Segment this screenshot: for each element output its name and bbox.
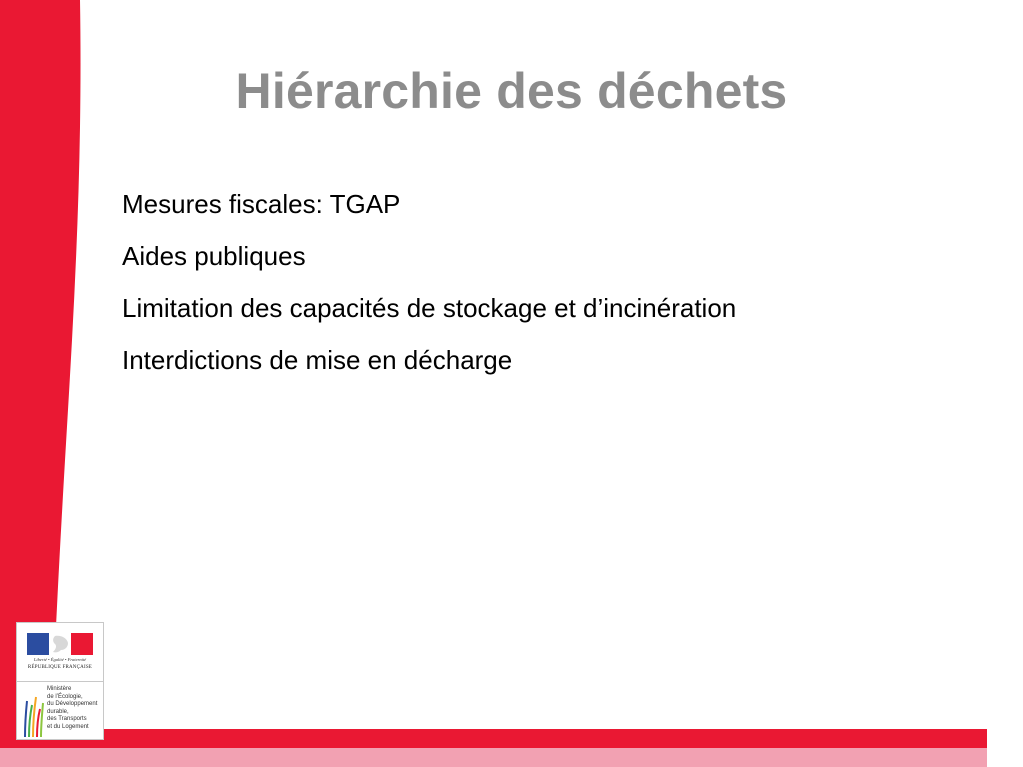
marianne-flag-icon [27,633,93,655]
bullet-item: Mesures fiscales: TGAP [122,189,401,219]
ministry-line: durable, [47,708,69,715]
bullet-item: Limitation des capacités de stockage et d’incinération [122,293,737,323]
bullet-list [122,178,736,386]
ministry-line: de l’Écologie, [47,693,83,700]
republique-logo [17,623,103,682]
slide-title: Hiérarchie des déchets [235,63,788,119]
ministry-line: des Transports [47,716,87,723]
republic-name: RÉPUBLIQUE FRANÇAISE [27,665,93,670]
ministry-logo [16,622,104,740]
ministry-name [47,686,97,732]
footer-pink-bar [0,748,987,767]
footer-corner [987,729,1023,767]
ministry-line: et du Logement [47,723,89,730]
bullet-item: Aides publiques [122,241,306,271]
ministry-line: Ministère [47,686,72,692]
bullet-item: Interdictions de mise en décharge [122,345,513,375]
footer-red-bar [0,729,987,748]
republic-motto: Liberté • Égalité • Fraternité [33,657,87,662]
ministry-stripes-icon [23,693,45,737]
ministry-line: du Développement [47,701,98,708]
